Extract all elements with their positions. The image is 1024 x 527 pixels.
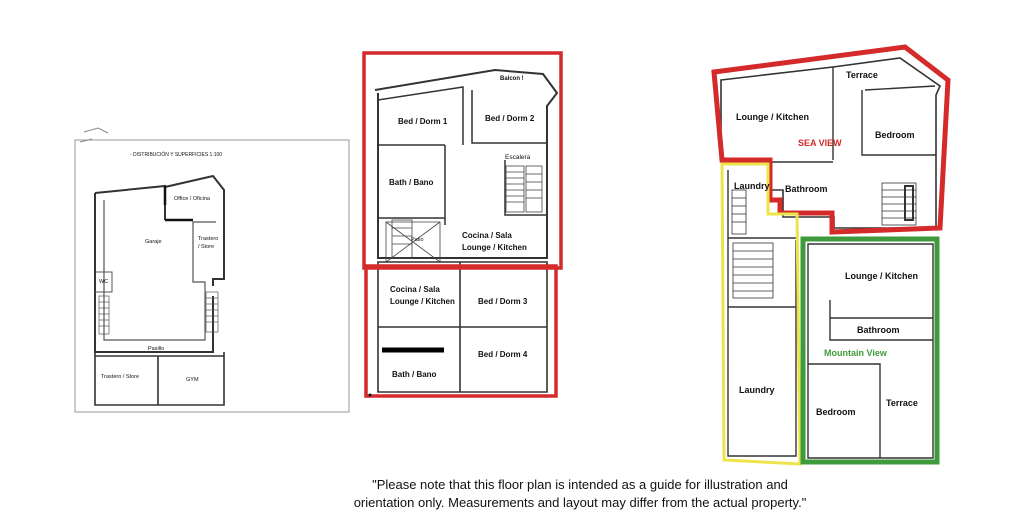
room-patio-label: Patio [411, 237, 424, 243]
apartment-plan [714, 47, 948, 464]
sea-view-label: SEA VIEW [798, 138, 842, 148]
disclaimer-line-2: orientation only. Measurements and layout may differ from the actual property." [353, 495, 807, 510]
room-hallway-label: Pasillo [148, 346, 165, 352]
room-office-label: Office / Oficina [174, 196, 210, 202]
room-terrace-top-label: Terrace [846, 70, 878, 80]
room-gym-label: GYM [186, 377, 199, 383]
ground-floor-plan [75, 128, 349, 412]
upper-outer-walls-top [375, 70, 557, 258]
room-wc-label: WC [99, 279, 109, 285]
mountain-view-label: Mountain View [824, 348, 887, 358]
room-kitchen-bot-label-1: Cocina / Sala [390, 285, 440, 294]
room-bathroom-bot-label: Bathroom [857, 325, 900, 335]
room-balcony-label: Balcon ! [500, 76, 524, 82]
room-lounge-top-label: Lounge / Kitchen [736, 112, 809, 122]
room-terrace-bot-label: Terrace [886, 398, 918, 408]
drawing-sheet [75, 140, 349, 412]
plan-header: - DISTRIBUCIÓN Y SUPERFICIES 1:100 [130, 152, 223, 158]
room-bedroom-bot-label: Bedroom [816, 407, 856, 417]
room-bath-bot-label: Bath / Bano [392, 370, 437, 379]
upper-floor-plan [364, 53, 561, 397]
room-bathroom-top-label: Bathroom [785, 184, 828, 194]
room-storage-bottom-label: Trastero / Store [101, 374, 140, 380]
room-bedroom-top-label: Bedroom [875, 130, 915, 140]
room-laundry-bot-label: Laundry [739, 385, 775, 395]
room-bed2-label: Bed / Dorm 2 [485, 114, 535, 123]
room-bed3-label: Bed / Dorm 3 [478, 297, 528, 306]
room-kitchen-top-label-1: Cocina / Sala [462, 231, 512, 240]
room-kitchen-top-label-2: Lounge / Kitchen [462, 243, 527, 252]
room-bed4-label: Bed / Dorm 4 [478, 350, 528, 359]
room-storage-label-2: / Store [198, 244, 215, 250]
disclaimer-line-1: "Please note that this floor plan is intended as a guide for illustration and [372, 477, 788, 492]
room-kitchen-bot-label-2: Lounge / Kitchen [390, 297, 455, 306]
laundry-outline [722, 164, 800, 464]
room-storage-label-1: Trastero [198, 236, 219, 242]
disclaimer-note [300, 476, 860, 512]
room-laundry-top-label: Laundry [734, 181, 770, 191]
room-stairs-label: Escalera [505, 154, 531, 161]
right-stairs-top [882, 183, 916, 225]
room-bed1-label: Bed / Dorm 1 [398, 117, 448, 126]
room-garage-label: Garaje [145, 239, 162, 245]
room-bath-top-label: Bath / Bano [389, 178, 434, 187]
room-lounge-bot-label: Lounge / Kitchen [845, 271, 918, 281]
